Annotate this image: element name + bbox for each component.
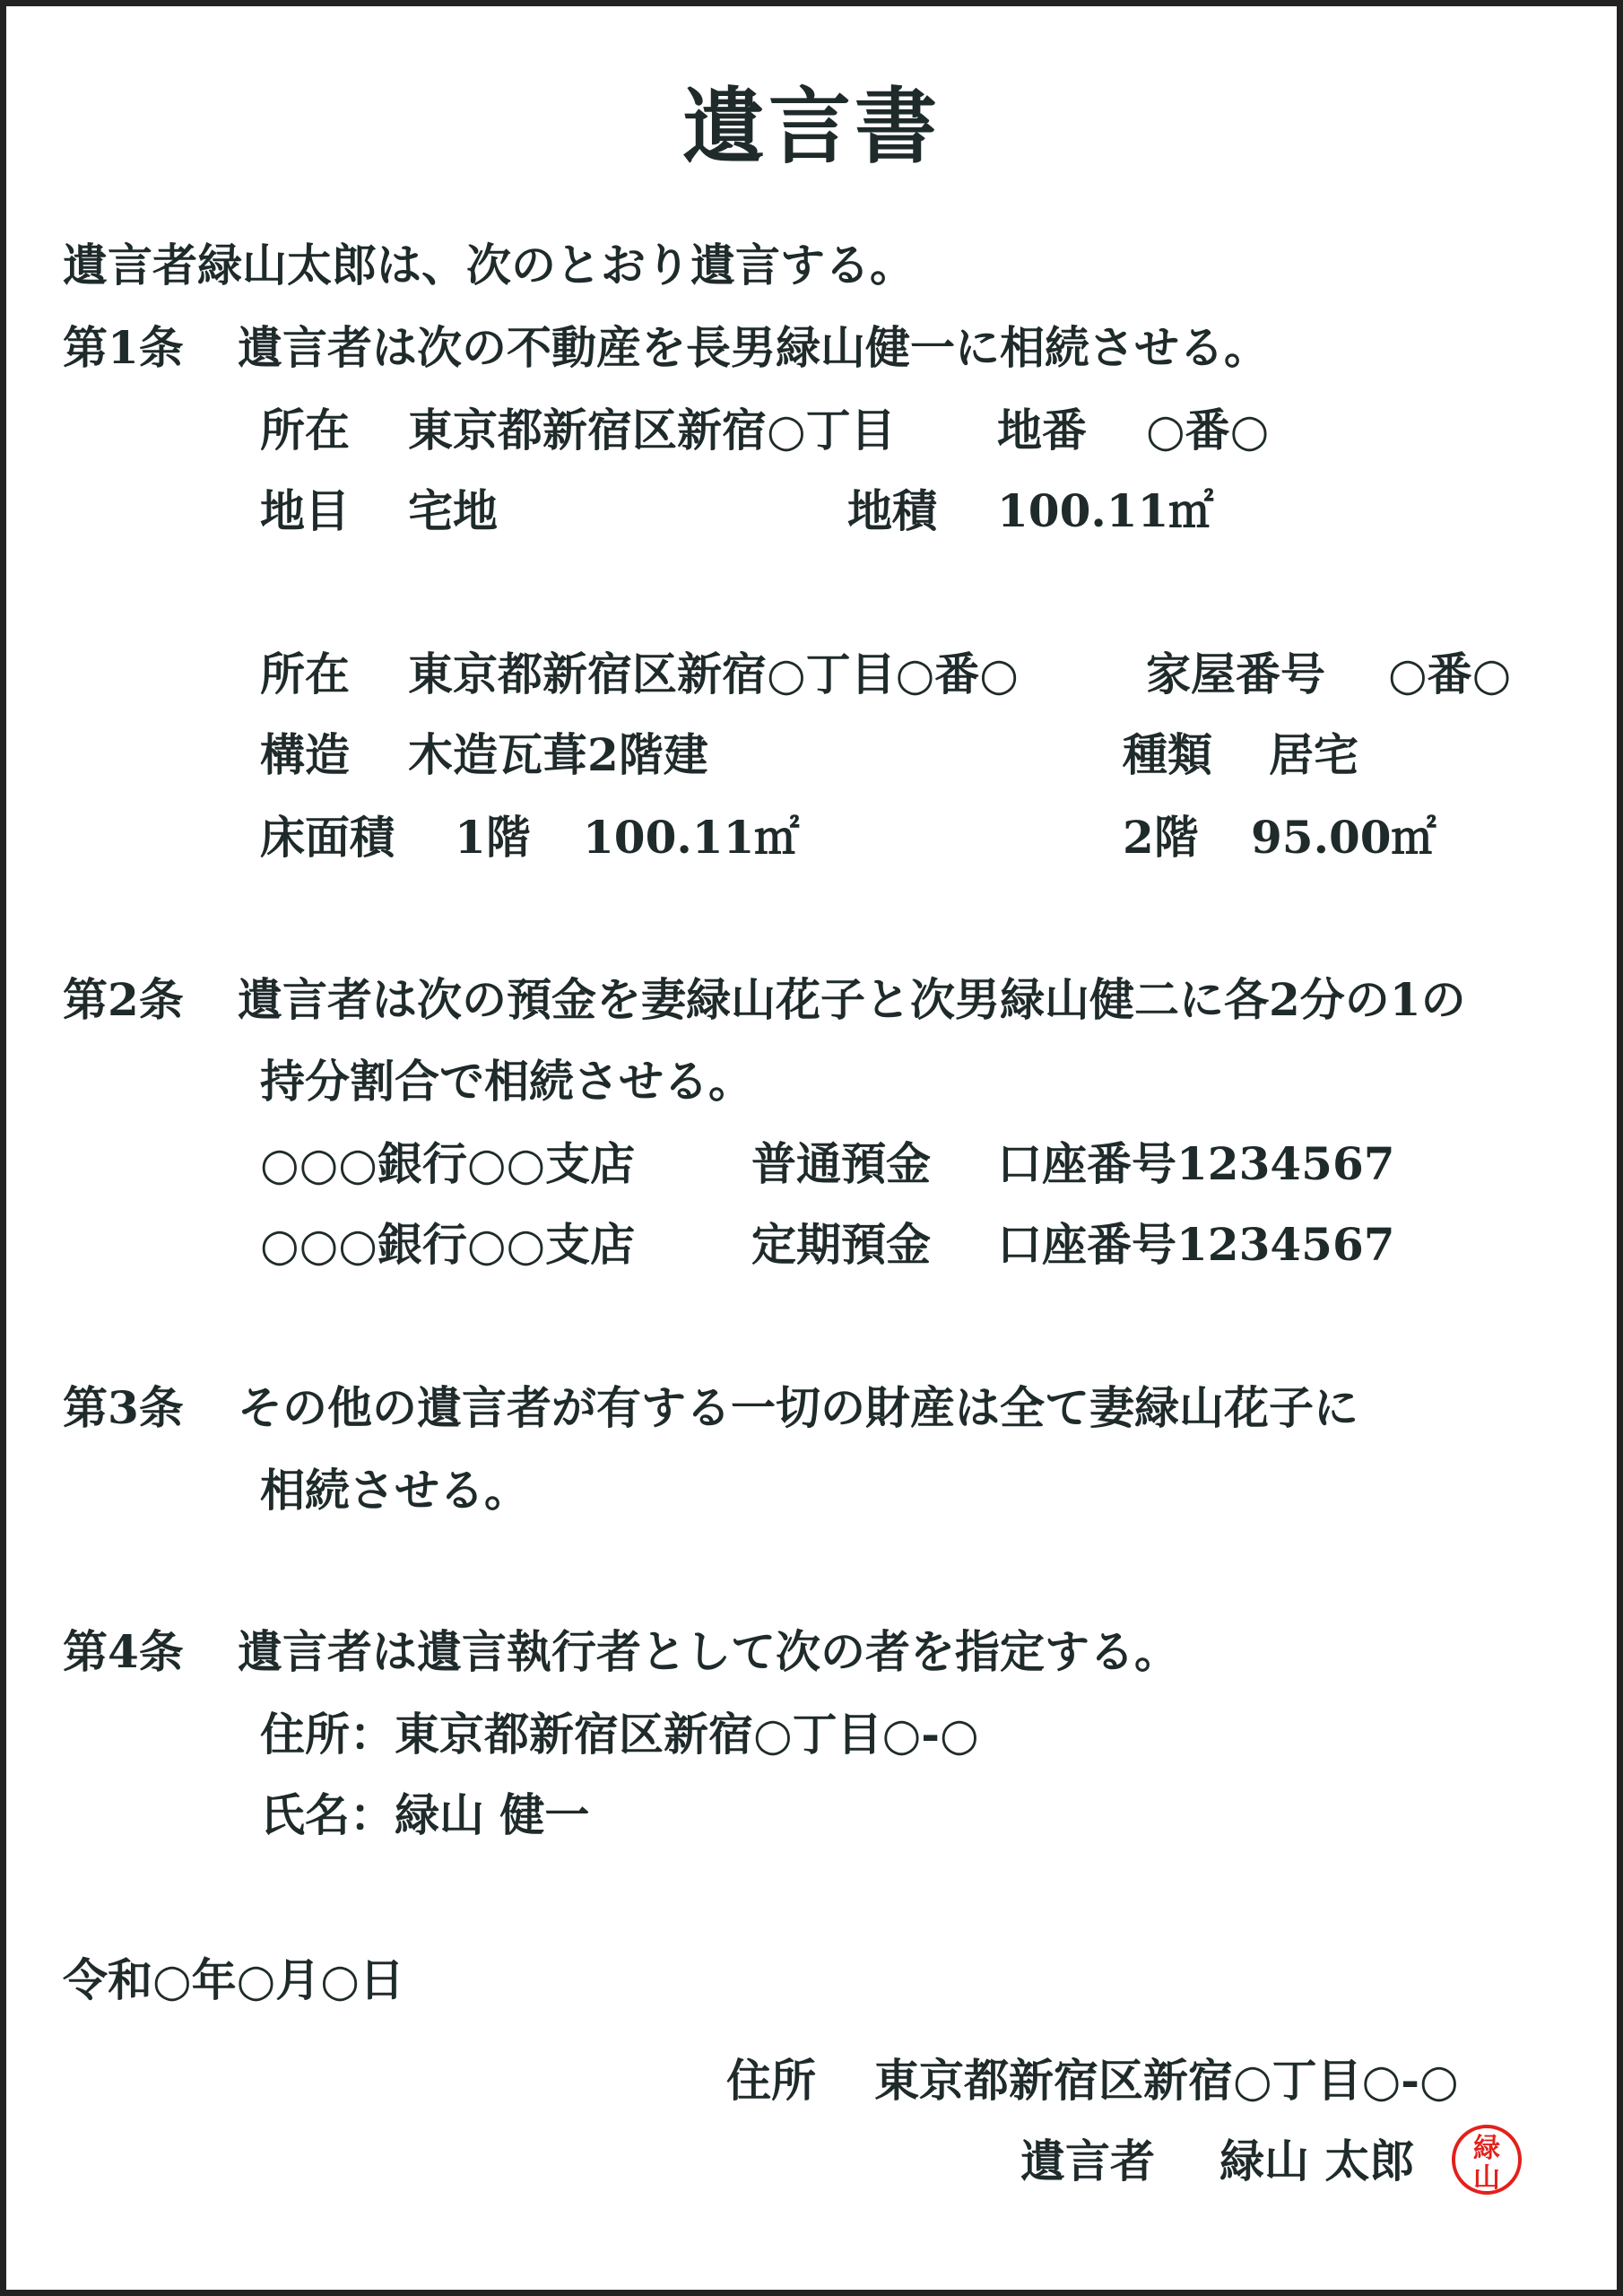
land-category-value: 宅地 bbox=[408, 484, 498, 537]
executor-address: 住所：東京都新宿区新宿○丁目○-○ bbox=[260, 1708, 979, 1761]
article-2-text-line-2: 持分割合で相続させる。 bbox=[260, 1055, 753, 1108]
floor-2-value: 95.00㎡ bbox=[1251, 811, 1436, 864]
floor-1-label: 1階 bbox=[455, 811, 531, 864]
land-area-label: 地積 bbox=[847, 484, 937, 537]
account-1-bank: ○○○銀行○○支店 bbox=[260, 1137, 636, 1190]
testator-name: 緑山 太郎 bbox=[1219, 2135, 1415, 2187]
building-type-label: 種類 bbox=[1123, 728, 1212, 781]
document-date: 令和○年○月○日 bbox=[63, 1953, 404, 2006]
account-2-number: 口座番号1234567 bbox=[997, 1218, 1395, 1271]
land-category-label: 地目 bbox=[260, 484, 350, 537]
floor-2-label: 2階 bbox=[1123, 811, 1199, 864]
land-area-value: 100.11㎡ bbox=[997, 484, 1214, 537]
building-number-value: ○番○ bbox=[1388, 648, 1512, 700]
account-1-number: 口座番号1234567 bbox=[997, 1137, 1395, 1190]
account-2-bank: ○○○銀行○○支店 bbox=[260, 1218, 636, 1271]
signature-address-value: 東京都新宿区新宿○丁目○-○ bbox=[874, 2054, 1459, 2107]
land-lot-label: 地番 bbox=[997, 404, 1087, 457]
article-2-text-line-1: 遺言者は次の預金を妻緑山花子と次男緑山健二に各2分の1の bbox=[238, 973, 1466, 1026]
building-location-value: 東京都新宿区新宿○丁目○番○ bbox=[408, 648, 1019, 700]
intro-text: 遺言者緑山太郎は、次のとおり遺言する。 bbox=[63, 239, 915, 291]
executor-name: 氏名：緑山 健一 bbox=[260, 1788, 590, 1841]
document-title: 遺言書 bbox=[681, 78, 941, 175]
testator-label: 遺言者 bbox=[1020, 2135, 1155, 2187]
article-4-text: 遺言者は遺言執行者として次の者を指定する。 bbox=[238, 1625, 1179, 1678]
article-1-heading: 第1条 bbox=[63, 321, 184, 374]
floor-area-label: 床面積 bbox=[260, 811, 395, 864]
article-2-heading: 第2条 bbox=[63, 973, 184, 1026]
building-type-value: 居宅 bbox=[1269, 728, 1358, 781]
floor-1-value: 100.11㎡ bbox=[583, 811, 800, 864]
account-2-type: 定期預金 bbox=[751, 1218, 931, 1271]
signature-address-label: 住所 bbox=[726, 2054, 816, 2107]
land-lot-value: ○番○ bbox=[1146, 404, 1270, 457]
article-3-heading: 第3条 bbox=[63, 1381, 184, 1434]
account-1-type: 普通預金 bbox=[751, 1137, 931, 1190]
article-3-text-line-1: その他の遺言者が有する一切の財産は全て妻緑山花子に bbox=[238, 1381, 1358, 1434]
land-location-value: 東京都新宿区新宿○丁目 bbox=[408, 404, 896, 457]
article-1-text: 遺言者は次の不動産を長男緑山健一に相続させる。 bbox=[238, 321, 1269, 374]
article-4-heading: 第4条 bbox=[63, 1625, 184, 1678]
building-location-label: 所在 bbox=[260, 648, 350, 700]
building-structure-label: 構造 bbox=[260, 728, 350, 781]
land-location-label: 所在 bbox=[260, 404, 350, 457]
svg-text:山: 山 bbox=[1473, 2162, 1500, 2194]
building-structure-value: 木造瓦葺2階建 bbox=[408, 728, 708, 781]
svg-text:緑: 緑 bbox=[1473, 2133, 1500, 2164]
seal-stamp-icon bbox=[1450, 2123, 1523, 2196]
building-number-label: 家屋番号 bbox=[1146, 648, 1325, 700]
article-3-text-line-2: 相続させる。 bbox=[260, 1464, 529, 1517]
